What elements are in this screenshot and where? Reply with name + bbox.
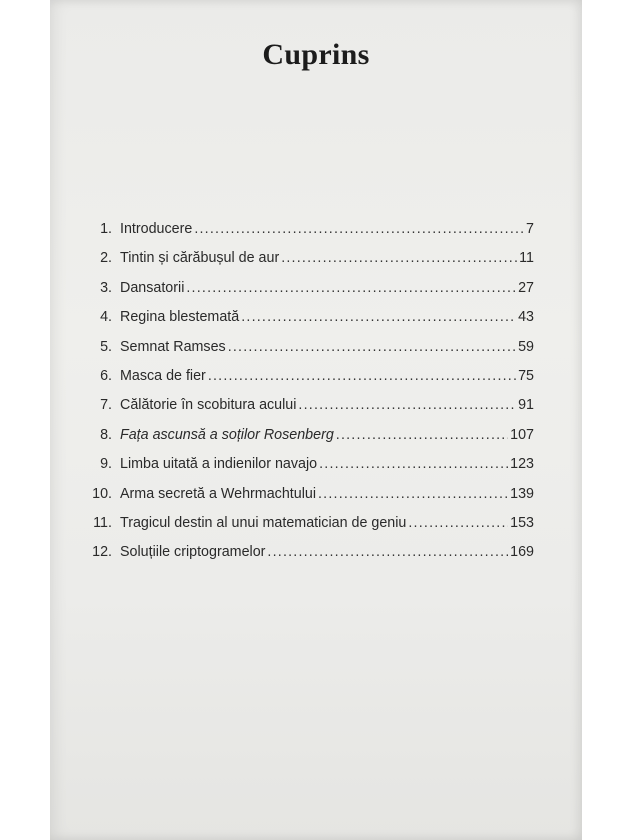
toc-entry bbox=[84, 221, 534, 250]
toc-entry bbox=[84, 280, 534, 309]
toc-entry bbox=[84, 309, 534, 338]
dot-leader bbox=[408, 515, 508, 531]
toc-entry-page: 153 bbox=[510, 514, 534, 531]
dot-leader bbox=[298, 397, 516, 413]
toc-entry bbox=[84, 397, 534, 426]
toc-entry bbox=[84, 515, 534, 544]
toc-entry-title: Tintin și cărăbușul de aur bbox=[120, 250, 280, 267]
toc-entry-number: 8. bbox=[100, 426, 112, 443]
toc-entry-title: Masca de fier bbox=[120, 367, 206, 384]
toc-entry-title: Regina blestemată bbox=[120, 309, 240, 326]
dot-leader bbox=[208, 368, 516, 384]
toc-entry-title: Fața ascunsă a soților Rosenberg bbox=[120, 426, 334, 443]
toc-entry-number: 11. bbox=[93, 514, 112, 531]
toc-entry-title: Călătorie în scobitura acului bbox=[120, 397, 297, 414]
toc-entry-number: 7. bbox=[100, 397, 112, 414]
dot-leader bbox=[186, 280, 516, 296]
toc-entry-title: Tragicul destin al unui matematician de geniu bbox=[120, 514, 407, 531]
toc-entry bbox=[84, 456, 534, 485]
book-page bbox=[50, 0, 582, 840]
dot-leader bbox=[319, 456, 508, 472]
dot-leader bbox=[281, 250, 517, 266]
toc-entry-page: 123 bbox=[510, 456, 534, 473]
toc-entry-number: 10. bbox=[92, 485, 112, 502]
toc-entry bbox=[84, 544, 534, 573]
toc-entry-page: 107 bbox=[510, 426, 534, 443]
toc-entry-page: 11 bbox=[519, 250, 534, 267]
toc-entry-page: 43 bbox=[518, 309, 534, 326]
toc-entry-page: 27 bbox=[518, 279, 534, 296]
toc-entry-number: 12. bbox=[92, 544, 112, 561]
toc-entry-number: 4. bbox=[100, 309, 112, 326]
toc-entry-title: Dansatorii bbox=[120, 279, 185, 296]
toc-entry-number: 1. bbox=[100, 221, 112, 237]
toc-entry-number: 3. bbox=[100, 279, 112, 296]
toc-entry-page: 59 bbox=[518, 338, 534, 355]
toc-entry-number: 9. bbox=[100, 456, 112, 473]
toc-entry-title: Introducere bbox=[120, 221, 193, 237]
toc-entry-title: Soluțiile criptogramelor bbox=[120, 544, 266, 561]
toc-entry bbox=[84, 339, 534, 368]
toc-entry-page: 7 bbox=[526, 221, 534, 237]
page-title: Cuprins bbox=[262, 38, 370, 71]
table-of-contents bbox=[84, 221, 534, 574]
toc-entry-title: Limba uitată a indienilor navajo bbox=[120, 456, 318, 473]
toc-entry-page: 139 bbox=[510, 485, 534, 502]
toc-entry bbox=[84, 368, 534, 397]
toc-entry bbox=[84, 250, 534, 279]
dot-leader bbox=[318, 486, 508, 502]
toc-entry bbox=[84, 427, 534, 456]
toc-entry-page: 91 bbox=[518, 397, 534, 414]
toc-entry-page: 75 bbox=[518, 367, 534, 384]
toc-entry-number: 2. bbox=[100, 250, 112, 267]
dot-leader bbox=[267, 544, 508, 560]
toc-entry-number: 5. bbox=[100, 338, 112, 355]
dot-leader bbox=[228, 339, 516, 355]
toc-entry-title: Arma secretă a Wehrmachtului bbox=[120, 485, 316, 502]
toc-entry bbox=[84, 486, 534, 515]
dot-leader bbox=[241, 309, 516, 325]
toc-entry-title: Semnat Ramses bbox=[120, 338, 226, 355]
toc-entry-page: 169 bbox=[510, 544, 534, 561]
dot-leader bbox=[336, 427, 508, 443]
toc-entry-number: 6. bbox=[100, 367, 112, 384]
dot-leader bbox=[194, 221, 524, 237]
